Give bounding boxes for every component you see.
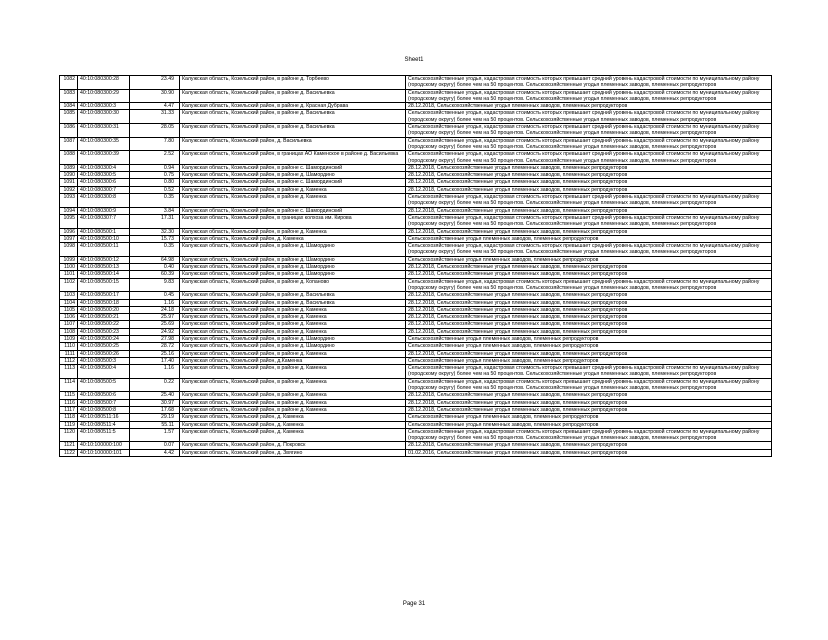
cadastral-number-cell: 40:10:080511:5 [78,428,130,442]
description-cell: 01.02.2016, Сельскохозяйственные угодья племенных заводов, племенных репродукторов [406,449,772,456]
area-cell: 24.92 [130,328,180,335]
row-number-cell: 1086 [60,124,78,138]
table-row [60,357,772,364]
description-cell: Сельскохозяйственные угодья, кадастровая стоимость которых превышает средний уровень кадастровой стоимости по муниципальному району (городскому округу) более чем на 50 процентов. Сельскохозяйственные угодья племенных заводов, племенных репродукторов [406,194,772,208]
location-cell: Калужская область, Козельский район, в границах АО Каменское в районе д. Васильевка [180,151,406,165]
description-cell: Сельскохозяйственные угодья, кадастровая стоимость которых превышает средний уровень кадастровой стоимости по муниципальному району (городскому округу) более чем на 50 процентов. Сельскохозяйственные угодья племенных заводов, племенных репродукторов [406,137,772,151]
row-number-cell: 1112 [60,357,78,364]
area-cell: 29.19 [130,414,180,421]
table-row [60,428,772,442]
location-cell: Калужская область, Козельский район, в районе д. Шамордино [180,256,406,263]
page-number: Page 31 [402,601,426,607]
cadastral-number-cell: 40:10:080300:35 [78,137,130,151]
area-cell: 0.22 [130,378,180,392]
row-number-cell: 1119 [60,421,78,428]
description-cell: 28.12.2018, Сельскохозяйственные угодья племенных заводов, племенных репродукторов [406,406,772,413]
location-cell: Калужская область, Козельский район, д. Покровск [180,442,406,449]
table-row [60,328,772,335]
cadastral-number-cell: 40:10:080300:39 [78,151,130,165]
row-number-cell: 1109 [60,335,78,342]
location-cell: Калужская область, Козельский район, д. Каменка [180,235,406,242]
row-number-cell: 1099 [60,256,78,263]
location-cell: Калужская область, Козельский район, в районе д. Копаново [180,278,406,292]
area-cell: 17.31 [130,214,180,228]
description-cell: 28.12.2018, Сельскохозяйственные угодья племенных заводов, племенных репродукторов [406,264,772,271]
description-cell: Сельскохозяйственные угодья племенных заводов, племенных репродукторов [406,335,772,342]
row-number-cell: 1104 [60,299,78,306]
table-row [60,343,772,350]
location-cell: Калужская область, Козельский район, в районе д. Каменка [180,392,406,399]
location-cell: Калужская область, Козельский район, в районе д. Каменка [180,365,406,379]
cadastral-number-cell: 40:10:080300:31 [78,124,130,138]
row-number-cell: 1115 [60,392,78,399]
cadastral-number-cell: 40:10:080500:5 [78,378,130,392]
location-cell: Калужская область, Козельский район, в районе с. Шамординский [180,179,406,186]
cadastral-number-cell: 40:10:080300:30 [78,110,130,124]
cadastral-number-cell: 40:10:080500:22 [78,321,130,328]
table-row [60,151,772,165]
location-cell: Калужская область, Козельский район, в районе д. Шамордино [180,264,406,271]
area-cell: 60.39 [130,271,180,278]
description-cell: 28.12.2018, Сельскохозяйственные угодья племенных заводов, племенных репродукторов [406,271,772,278]
cadastral-number-cell: 40:10:080300:6 [78,179,130,186]
location-cell: Калужская область, Козельский район, в районе д. Каменка [180,406,406,413]
location-cell: Калужская область, Козельский район, в районе д. Шамордино [180,343,406,350]
cadastral-number-cell: 40:10:080300:29 [78,89,130,103]
area-cell: 55.11 [130,421,180,428]
row-number-cell: 1097 [60,235,78,242]
area-cell: 30.97 [130,399,180,406]
row-number-cell: 1095 [60,214,78,228]
row-number-cell: 1113 [60,365,78,379]
area-cell: 28.72 [130,343,180,350]
location-cell: Калужская область, Козельский район, в районе д. Каменка [180,306,406,313]
row-number-cell: 1111 [60,350,78,357]
table-row [60,243,772,257]
description-cell: 28.12.2018, Сельскохозяйственные угодья племенных заводов, племенных репродукторов [406,172,772,179]
table-row [60,228,772,235]
row-number-cell: 1090 [60,172,78,179]
area-cell: 0.45 [130,292,180,299]
cadastral-number-cell: 40:10:080300:3 [78,103,130,110]
description-cell: Сельскохозяйственные угодья племенных заводов, племенных репродукторов [406,235,772,242]
location-cell: Калужская область, Козельский район, в районе д. Шамордино [180,335,406,342]
cadastral-number-cell: 40:10:080500:24 [78,335,130,342]
description-cell: Сельскохозяйственные угодья, кадастровая стоимость которых превышает средний уровень кадастровой стоимости по муниципальному району (городскому округу) более чем на 50 процентов. Сельскохозяйственные угодья племенных заводов, племенных репродукторов [406,278,772,292]
area-cell: 25.40 [130,392,180,399]
row-number-cell: 1089 [60,164,78,171]
area-cell: 17.68 [130,406,180,413]
cadastral-number-cell: 40:10:080511:4 [78,421,130,428]
description-cell: 28.12.2018, Сельскохозяйственные угодья племенных заводов, племенных репродукторов [406,350,772,357]
description-cell: 28.12.2018, Сельскохозяйственные угодья племенных заводов, племенных репродукторов [406,179,772,186]
table-row [60,314,772,321]
row-number-cell: 1087 [60,137,78,151]
area-cell: 0.75 [130,172,180,179]
description-cell: Сельскохозяйственные угодья, кадастровая стоимость которых превышает средний уровень кадастровой стоимости по муниципальному району (городскому округу) более чем на 50 процентов. Сельскохозяйственные угодья племенных заводов, племенных репродукторов [406,428,772,442]
row-number-cell: 1106 [60,314,78,321]
area-cell: 25.97 [130,314,180,321]
description-cell: 28.12.2018, Сельскохозяйственные угодья племенных заводов, племенных репродукторов [406,292,772,299]
location-cell: Калужская область, Козельский район, д. Каменка [180,421,406,428]
cadastral-number-cell: 40:10:080500:20 [78,306,130,313]
description-cell: Сельскохозяйственные угодья, кадастровая стоимость которых превышает средний уровень кадастровой стоимости по муниципальному району (городскому округу) более чем на 50 процентов. Сельскохозяйственные угодья племенных заводов, племенных репродукторов [406,89,772,103]
description-cell: Сельскохозяйственные угодья племенных заводов, племенных репродукторов [406,414,772,421]
location-cell: Калужская область, Козельский район, в районе д. Васильевка [180,89,406,103]
area-cell: 4.42 [130,449,180,456]
location-cell: Калужская область, Козельский район, в районе д. Васильевка [180,110,406,124]
area-cell: 24.18 [130,306,180,313]
location-cell: Калужская область, Козельский район, в районе д. Каменка [180,321,406,328]
table-row [60,414,772,421]
location-cell: Калужская область, Козельский район, д. Васильевка [180,137,406,151]
cadastral-number-cell: 40:10:080500:1 [78,228,130,235]
location-cell: Калужская область, Козельский район, в районе д. Каменка [180,194,406,208]
cadastral-number-cell: 40:10:080500:21 [78,314,130,321]
area-cell: 64.98 [130,256,180,263]
description-cell: 28.12.2018, Сельскохозяйственные угодья племенных заводов, племенных репродукторов [406,442,772,449]
row-number-cell: 1107 [60,321,78,328]
table-row [60,321,772,328]
cadastral-number-cell: 40:10:080500:17 [78,292,130,299]
area-cell: 31.33 [130,110,180,124]
location-cell: Калужская область, Козельский район, д. Звягино [180,449,406,456]
description-cell: 28.12.2018, Сельскохозяйственные угодья племенных заводов, племенных репродукторов [406,328,772,335]
description-cell: 28.12.2018, Сельскохозяйственные угодья племенных заводов, племенных репродукторов [406,314,772,321]
cadastral-number-cell: 40:10:080511:16 [78,414,130,421]
cadastral-number-cell: 40:10:080500:25 [78,343,130,350]
table-row [60,365,772,379]
table-row [60,179,772,186]
row-number-cell: 1121 [60,442,78,449]
table-row [60,214,772,228]
cadastral-number-cell: 40:10:100000:101 [78,449,130,456]
cadastral-number-cell: 40:10:080500:11 [78,243,130,257]
area-cell: 0.35 [130,194,180,208]
description-cell: Сельскохозяйственные угодья племенных заводов, племенных репродукторов [406,421,772,428]
cadastral-number-cell: 40:10:080300:5 [78,172,130,179]
row-number-cell: 1085 [60,110,78,124]
area-cell: 1.16 [130,299,180,306]
table-body [60,76,772,457]
description-cell: 28.12.2018, Сельскохозяйственные угодья племенных заводов, племенных репродукторов [406,164,772,171]
area-cell: 9.83 [130,278,180,292]
description-cell: Сельскохозяйственные угодья, кадастровая стоимость которых превышает средний уровень кадастровой стоимости по муниципальному району (городскому округу) более чем на 50 процентов. Сельскохозяйственные угодья племенных заводов, племенных репродукторов [406,124,772,138]
table-row [60,89,772,103]
location-cell: Калужская область, Козельский район, д. Каменка [180,414,406,421]
table-row [60,335,772,342]
area-cell: 0.35 [130,243,180,257]
row-number-cell: 1117 [60,406,78,413]
table-row [60,124,772,138]
area-cell: 2.52 [130,151,180,165]
location-cell: Калужская область, Козельский район, в районе д. Каменка [180,350,406,357]
land-register-table [59,75,772,457]
area-cell: 25.69 [130,321,180,328]
table-row [60,421,772,428]
area-cell: 28.05 [130,124,180,138]
location-cell: Калужская область, Козельский район, в районе д. Васильевка [180,299,406,306]
location-cell: Калужская область, Козельский район, в районе д. Каменка [180,328,406,335]
description-cell: 28.12.2018, Сельскохозяйственные угодья племенных заводов, племенных репродукторов [406,299,772,306]
description-cell: 28.12.2018, Сельскохозяйственные угодья племенных заводов, племенных репродукторов [406,186,772,193]
area-cell: 0.07 [130,442,180,449]
row-number-cell: 1110 [60,343,78,350]
description-cell: 28.12.2018, Сельскохозяйственные угодья племенных заводов, племенных репродукторов [406,399,772,406]
cadastral-number-cell: 40:10:080500:8 [78,406,130,413]
table-row [60,103,772,110]
area-cell: 0.94 [130,164,180,171]
cadastral-number-cell: 40:10:080300:4 [78,164,130,171]
row-number-cell: 1116 [60,399,78,406]
cadastral-number-cell: 40:10:080500:12 [78,256,130,263]
cadastral-number-cell: 40:10:080500:6 [78,392,130,399]
table-row [60,306,772,313]
area-cell: 0.40 [130,264,180,271]
location-cell: Калужская область, Козельский район, д.Каменка [180,357,406,364]
row-number-cell: 1101 [60,271,78,278]
row-number-cell: 1108 [60,328,78,335]
location-cell: Калужская область, Козельский район, в районе д. Каменка [180,378,406,392]
description-cell: 28.12.2018, Сельскохозяйственные угодья племенных заводов, племенных репродукторов [406,103,772,110]
cadastral-number-cell: 40:10:080300:28 [78,76,130,90]
description-cell: Сельскохозяйственные угодья, кадастровая стоимость которых превышает средний уровень кадастровой стоимости по муниципальному району (городскому округу) более чем на 50 процентов. Сельскохозяйственные угодья племенных заводов, племенных репродукторов [406,151,772,165]
location-cell: Калужская область, Козельский район, в районе д. Красная Дубрава [180,103,406,110]
table-row [60,186,772,193]
table-row [60,207,772,214]
location-cell: Калужская область, Козельский район, в районе д. Васильевка [180,292,406,299]
description-cell: 28.12.2018, Сельскохозяйственные угодья племенных заводов, племенных репродукторов [406,228,772,235]
area-cell: 15.73 [130,235,180,242]
table-row [60,392,772,399]
row-number-cell: 1120 [60,428,78,442]
cadastral-number-cell: 40:10:100000:100 [78,442,130,449]
area-cell: 4.47 [130,103,180,110]
area-cell: 25.16 [130,350,180,357]
cadastral-number-cell: 40:10:080307:7 [78,214,130,228]
row-number-cell: 1083 [60,89,78,103]
row-number-cell: 1093 [60,194,78,208]
description-cell: Сельскохозяйственные угодья, кадастровая стоимость которых превышает средний уровень кадастровой стоимости по муниципальному району (городскому округу) более чем на 50 процентов. Сельскохозяйственные угодья племенных заводов, племенных репродукторов [406,365,772,379]
row-number-cell: 1105 [60,306,78,313]
description-cell: 28.12.2018, Сельскохозяйственные угодья племенных заводов, племенных репродукторов [406,321,772,328]
row-number-cell: 1092 [60,186,78,193]
table-row [60,194,772,208]
cadastral-number-cell: 40:10:080500:15 [78,278,130,292]
cadastral-number-cell: 40:10:080500:14 [78,271,130,278]
table-row [60,110,772,124]
location-cell: Калужская область, Козельский район, в районе д. Шамордино [180,172,406,179]
description-cell: Сельскохозяйственные угодья, кадастровая стоимость которых превышает средний уровень кадастровой стоимости по муниципальному району (городскому округу) более чем на 50 процентов. Сельскохозяйственные угодья племенных заводов, племенных репродукторов [406,214,772,228]
row-number-cell: 1114 [60,378,78,392]
area-cell: 1.16 [130,365,180,379]
location-cell: Калужская область, Козельский район, в районе д. Каменка [180,314,406,321]
location-cell: Калужская область, Козельский район, в районе д. Шамордино [180,271,406,278]
location-cell: Калужская область, Козельский район, в районе д. Каменка [180,186,406,193]
location-cell: Калужская область, Козельский район, в районе с. Шамординский [180,207,406,214]
area-cell: 3.84 [130,207,180,214]
cadastral-number-cell: 40:10:080500:10 [78,235,130,242]
description-cell: 28.12.2018, Сельскохозяйственные угодья племенных заводов, племенных репродукторов [406,392,772,399]
table-row [60,442,772,449]
table-row [60,271,772,278]
description-cell: Сельскохозяйственные угодья племенных заводов, племенных репродукторов [406,357,772,364]
location-cell: Калужская область, Козельский район, в районе д. Шамордино [180,243,406,257]
table-row [60,76,772,90]
sheet-title: Sheet1 [404,57,424,63]
description-cell: 28.12.2018, Сельскохозяйственные угодья племенных заводов, племенных репродукторов [406,306,772,313]
table-row [60,264,772,271]
area-cell: 7.80 [130,137,180,151]
cadastral-number-cell: 40:10:080500:3 [78,357,130,364]
location-cell: Калужская область, Козельский район, в районе д. Торбеево [180,76,406,90]
location-cell: Калужская область, Козельский район, в районе с. Шамординский [180,164,406,171]
row-number-cell: 1096 [60,228,78,235]
area-cell: 27.98 [130,335,180,342]
table-row [60,299,772,306]
area-cell: 17.40 [130,357,180,364]
table-row [60,137,772,151]
cadastral-number-cell: 40:10:080500:23 [78,328,130,335]
table-row [60,256,772,263]
table-row [60,406,772,413]
description-cell: Сельскохозяйственные угодья, кадастровая стоимость которых превышает средний уровень кадастровой стоимости по муниципальному району (городскому округу) более чем на 50 процентов. Сельскохозяйственные угодья племенных заводов, племенных репродукторов [406,76,772,90]
area-cell: 23.49 [130,76,180,90]
area-cell: 0.52 [130,186,180,193]
location-cell: Калужская область, Козельский район, в районе д. Каменка [180,228,406,235]
location-cell: Калужская область, Козельский район, в районе д. Васильевка [180,124,406,138]
cadastral-number-cell: 40:10:080500:18 [78,299,130,306]
table-row [60,399,772,406]
cadastral-number-cell: 40:10:080300:9 [78,207,130,214]
table-row [60,378,772,392]
location-cell: Калужская область, Козельский район, в районе д. Каменка [180,399,406,406]
cadastral-number-cell: 40:10:080300:7 [78,186,130,193]
location-cell: Калужская область, Козельский район, д. Каменка [180,428,406,442]
row-number-cell: 1091 [60,179,78,186]
table-row [60,292,772,299]
description-cell: Сельскохозяйственные угодья племенных заводов, племенных репродукторов [406,256,772,263]
area-cell: 0.80 [130,179,180,186]
table-row [60,172,772,179]
cadastral-number-cell: 40:10:080500:4 [78,365,130,379]
cadastral-number-cell: 40:10:080300:8 [78,194,130,208]
area-cell: 32.30 [130,228,180,235]
cadastral-number-cell: 40:10:080500:7 [78,399,130,406]
row-number-cell: 1084 [60,103,78,110]
row-number-cell: 1103 [60,292,78,299]
table-row [60,235,772,242]
description-cell: Сельскохозяйственные угодья племенных заводов, племенных репродукторов [406,343,772,350]
cadastral-number-cell: 40:10:080500:26 [78,350,130,357]
description-cell: 28.12.2018, Сельскохозяйственные угодья племенных заводов, племенных репродукторов [406,207,772,214]
description-cell: Сельскохозяйственные угодья, кадастровая стоимость которых превышает средний уровень кадастровой стоимости по муниципальному району (городскому округу) более чем на 50 процентов. Сельскохозяйственные угодья племенных заводов, племенных репродукторов [406,110,772,124]
location-cell: Калужская область, Козельский район, в границах колхоза им. Кирова [180,214,406,228]
table-row [60,350,772,357]
row-number-cell: 1094 [60,207,78,214]
description-cell: Сельскохозяйственные угодья, кадастровая стоимость которых превышает средний уровень кадастровой стоимости по муниципальному району (городскому округу) более чем на 50 процентов. Сельскохозяйственные угодья племенных заводов, племенных репродукторов [406,243,772,257]
cadastral-number-cell: 40:10:080500:13 [78,264,130,271]
row-number-cell: 1082 [60,76,78,90]
area-cell: 1.57 [130,428,180,442]
row-number-cell: 1118 [60,414,78,421]
table-row [60,449,772,456]
row-number-cell: 1122 [60,449,78,456]
row-number-cell: 1098 [60,243,78,257]
description-cell: Сельскохозяйственные угодья, кадастровая стоимость которых превышает средний уровень кадастровой стоимости по муниципальному району (городскому округу) более чем на 50 процентов. Сельскохозяйственные угодья племенных заводов, племенных репродукторов [406,378,772,392]
area-cell: 30.90 [130,89,180,103]
table-row [60,278,772,292]
table-row [60,164,772,171]
row-number-cell: 1102 [60,278,78,292]
row-number-cell: 1088 [60,151,78,165]
row-number-cell: 1100 [60,264,78,271]
